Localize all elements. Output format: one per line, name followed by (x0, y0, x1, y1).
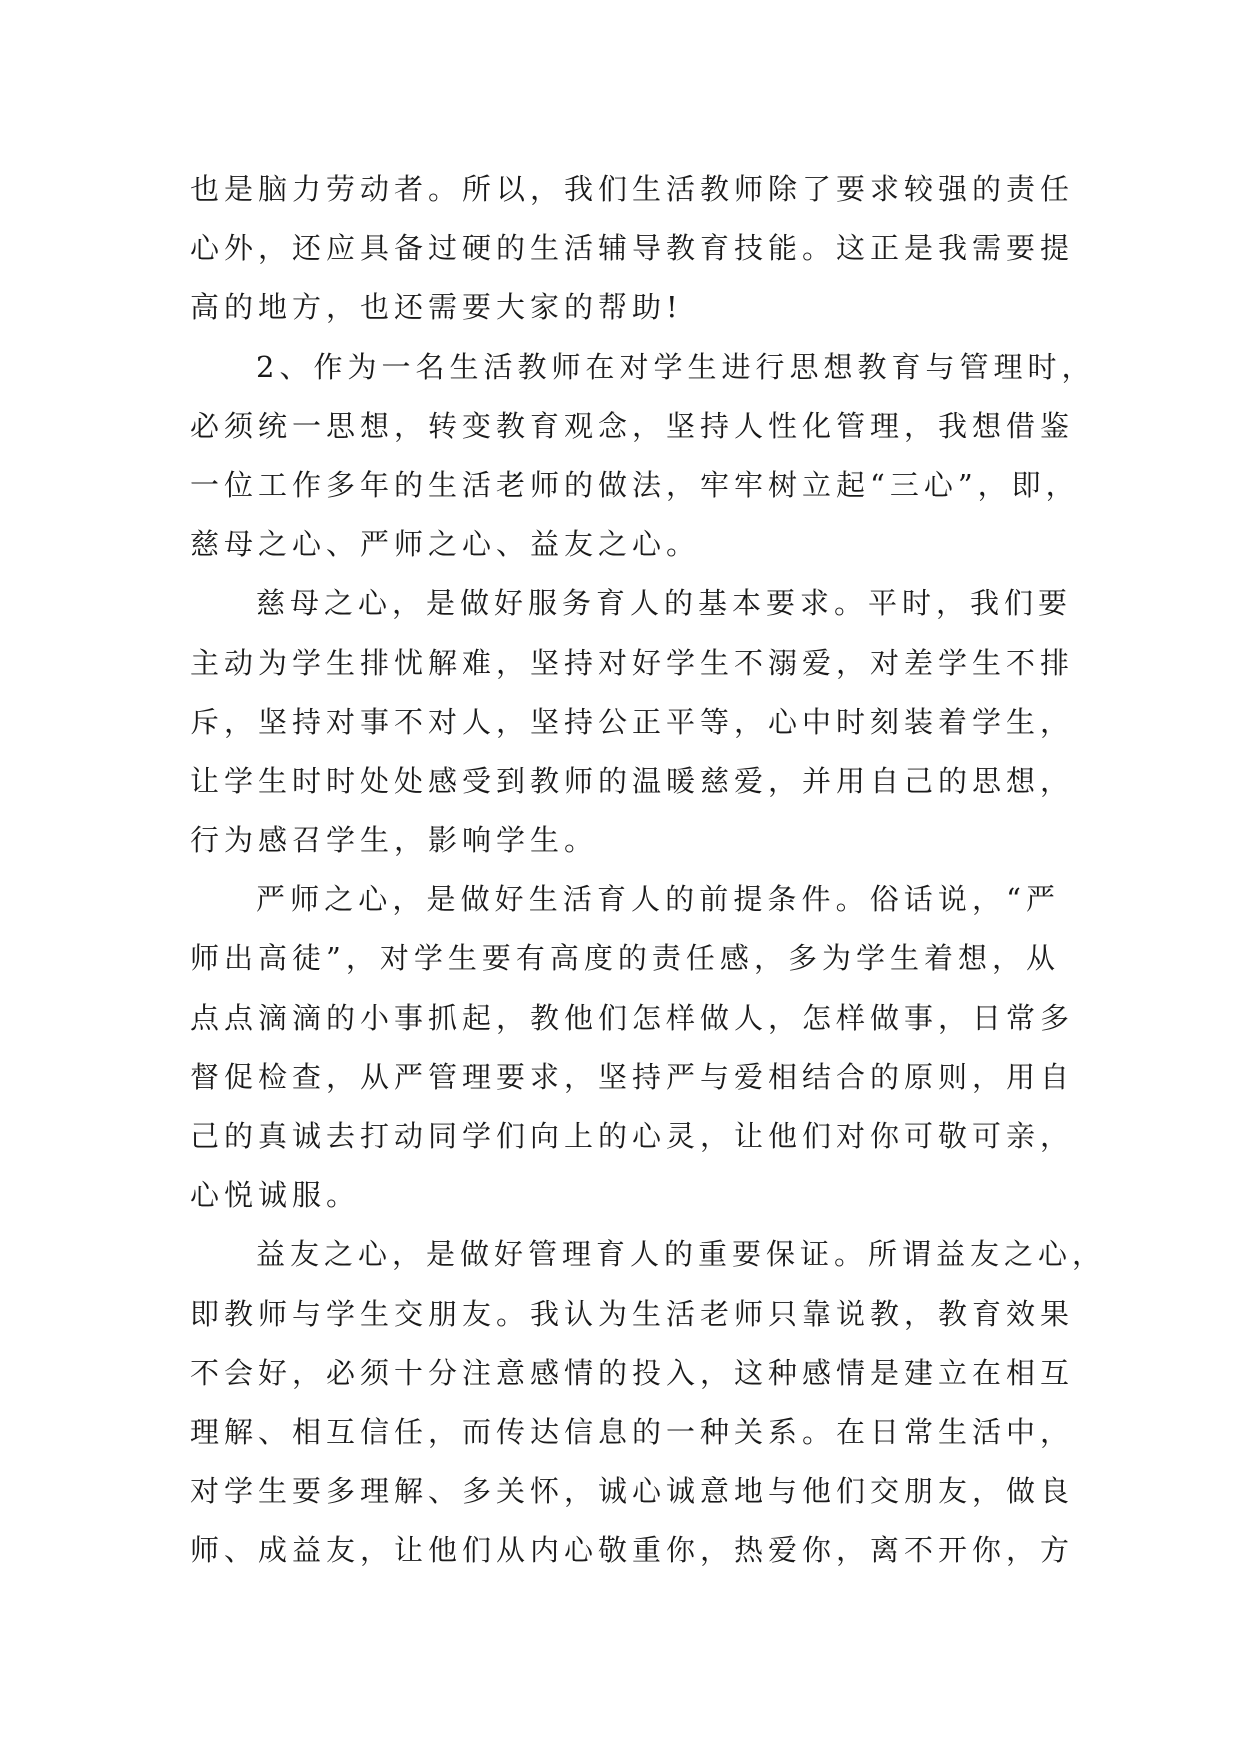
text-line: 理解、相互信任，而传达信息的一种关系。在日常生活中， (190, 1414, 1075, 1449)
text-line: 慈母之心、严师之心、益友之心。 (190, 527, 701, 562)
text-line: 主动为学生排忧解难，坚持对好学生不溺爱，对差学生不排 (190, 645, 1075, 680)
text-line: 师出高徒”，对学生要有高度的责任感，多为学生着想，从 (190, 941, 1060, 976)
text-line: 点点滴滴的小事抓起，教他们怎样做人，怎样做事，日常多 (190, 1000, 1075, 1035)
text-line: 一位工作多年的生活老师的做法，牢牢树立起“三心”，即， (190, 467, 1080, 502)
paragraph-mother-heart (190, 574, 1075, 870)
body-text (190, 160, 1107, 1581)
text-line: 慈母之心，是做好服务育人的基本要求。平时，我们要 (256, 586, 1073, 621)
text-line: 斥，坚持对事不对人，坚持公正平等，心中时刻装着学生， (190, 704, 1075, 739)
text-line: 2、作为一名生活教师在对学生进行思想教育与管理时， (256, 349, 1096, 384)
text-line: 对学生要多理解、多关怀，诚心诚意地与他们交朋友，做良 (190, 1474, 1075, 1509)
text-line: 心悦诚服。 (190, 1178, 361, 1213)
text-line: 行为感召学生，影响学生。 (190, 823, 599, 858)
paragraph-three-hearts (190, 338, 1096, 575)
text-line: 高的地方，也还需要大家的帮助! (190, 290, 683, 325)
text-line: 让学生时时处处感受到教师的温暖慈爱，并用自己的思想， (190, 763, 1075, 798)
text-line: 督促检查，从严管理要求，坚持严与爱相结合的原则，用自 (190, 1059, 1075, 1094)
text-line: 益友之心，是做好管理育人的重要保证。所谓益友之心， (256, 1237, 1107, 1272)
text-line: 不会好，必须十分注意感情的投入，这种感情是建立在相互 (190, 1355, 1075, 1390)
paragraph-strict-teacher-heart (190, 870, 1075, 1225)
text-line: 己的真诚去打动同学们向上的心灵，让他们对你可敬可亲， (190, 1119, 1075, 1153)
text-line: 必须统一思想，转变教育观念，坚持人性化管理，我想借鉴 (190, 408, 1075, 443)
text-line: 严师之心，是做好生活育人的前提条件。俗话说，“严 (256, 882, 1060, 917)
text-line: 师、成益友，让他们从内心敬重你，热爱你，离不开你，方 (190, 1533, 1075, 1568)
text-line: 也是脑力劳动者。所以，我们生活教师除了要求较强的责任 (190, 172, 1075, 206)
paragraph-friend-heart (190, 1225, 1107, 1580)
text-line: 心外，还应具备过硬的生活辅导教育技能。这正是我需要提 (190, 231, 1075, 266)
paragraph-continued (190, 160, 1075, 338)
text-line: 即教师与学生交朋友。我认为生活老师只靠说教，教育效果 (190, 1296, 1075, 1331)
